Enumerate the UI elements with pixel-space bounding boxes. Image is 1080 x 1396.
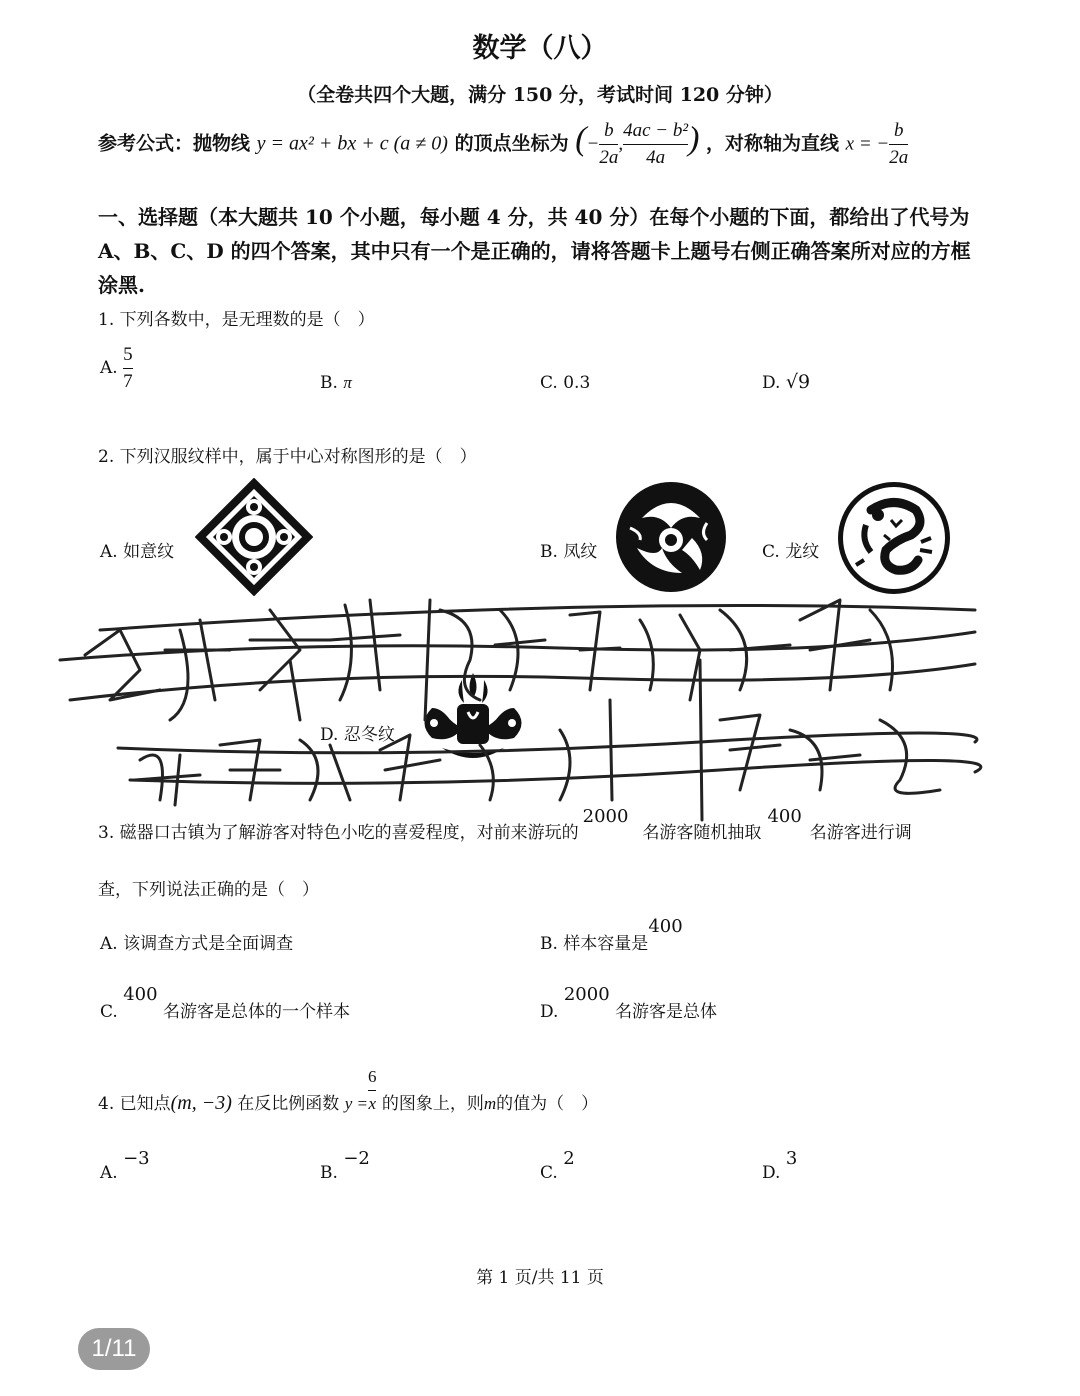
question-1-stem: 1. 下列各数中，是无理数的是（ ） bbox=[98, 310, 375, 330]
q4-option-b[interactable]: B. −2 bbox=[320, 1148, 370, 1183]
q3-option-b[interactable]: B. 样本容量是400 bbox=[540, 916, 683, 954]
question-2-stem: 2. 下列汉服纹样中，属于中心对称图形的是（ ） bbox=[98, 447, 477, 467]
ruyi-pattern-image bbox=[195, 478, 313, 596]
dragon-pattern-image bbox=[836, 480, 952, 596]
question-3-stem-line1: 3. 磁器口古镇为了解游客对特色小吃的喜爱程度，对前来游玩的2000名游客随机抽取400名游客进行调 bbox=[98, 806, 912, 843]
q2-option-a[interactable]: A. 如意纹 bbox=[100, 542, 175, 562]
formula-label: 参考公式：抛物线 bbox=[98, 132, 251, 155]
q3-option-c[interactable]: C. 400 名游客是总体的一个样本 bbox=[100, 984, 350, 1022]
axis-fraction: $\frac{b}{2a}$ bbox=[889, 120, 909, 168]
q2-option-b[interactable]: B. 凤纹 bbox=[540, 542, 598, 562]
phoenix-pattern-image bbox=[612, 478, 730, 596]
q3-option-a[interactable]: A. 该调查方式是全面调查 bbox=[100, 934, 294, 954]
q3-option-d[interactable]: D. 2000 名游客是总体 bbox=[540, 984, 718, 1022]
page-title: 数学（八） bbox=[472, 33, 608, 64]
q1-option-c[interactable]: C. 0.3 bbox=[540, 373, 591, 393]
honeysuckle-pattern-image bbox=[412, 668, 534, 768]
reference-formula: 参考公式：抛物线 y = ax² + bx + c (a ≠ 0) 的顶点坐标为 (− $\frac{b}{2a}$ , $\frac{\text{4ac − b²}}{4a}$ ) ，对称轴为直线 x = − $\frac{b}{2a}$ bbox=[98, 118, 908, 171]
exam-subtitle: （全卷共四个大题，满分 150 分，考试时间 120 分钟） bbox=[297, 84, 783, 106]
axis-equation: x = − bbox=[845, 133, 890, 155]
page-indicator-badge[interactable]: 1/11 bbox=[78, 1328, 150, 1370]
q2-option-c[interactable]: C. 龙纹 bbox=[762, 542, 820, 562]
question-3-stem-line2: 查，下列说法正确的是（ ） bbox=[98, 880, 319, 900]
vertex-x-fraction: $\frac{b}{2a}$ bbox=[599, 120, 619, 168]
parabola-equation: y = ax² + bx + c (a ≠ 0) bbox=[256, 132, 448, 155]
q1-option-a-fraction: $\frac{5}{7}$ bbox=[123, 344, 133, 392]
question-4-stem: 4. 已知点(m, −3) 在反比例函数 y = $\frac{6}{x}$ 的图象上，则m的值为（ ） bbox=[98, 1048, 598, 1101]
q1-option-a[interactable]: A. $\frac{5}{7}$ bbox=[100, 342, 133, 395]
q4-option-a[interactable]: A. −3 bbox=[100, 1148, 150, 1183]
section-heading: 一、选择题（本大题共 10 个小题，每小题 4 分，共 40 分）在每个小题的下面，都给出了代号为 A、B、C、D 的四个答案，其中只有一个是正确的，请将答题卡上题号右侧正确答案所对应的方框涂黑. bbox=[98, 205, 971, 297]
q1-option-b[interactable]: B. π bbox=[320, 373, 352, 393]
axis-text: ，对称轴为直线 bbox=[706, 132, 840, 155]
q4-option-c[interactable]: C. 2 bbox=[540, 1148, 575, 1183]
vertex-y-fraction: $\frac{\text{4ac − b²}}{4a}$ bbox=[623, 120, 689, 168]
q2-option-d[interactable]: D. 忍冬纹 bbox=[320, 725, 395, 745]
q1-option-d[interactable]: D. √9 bbox=[762, 371, 811, 393]
page-footer: 第 1 页/共 11 页 bbox=[476, 1268, 604, 1288]
vertex-text: 的顶点坐标为 bbox=[454, 132, 569, 155]
q4-option-d[interactable]: D. 3 bbox=[762, 1148, 798, 1183]
